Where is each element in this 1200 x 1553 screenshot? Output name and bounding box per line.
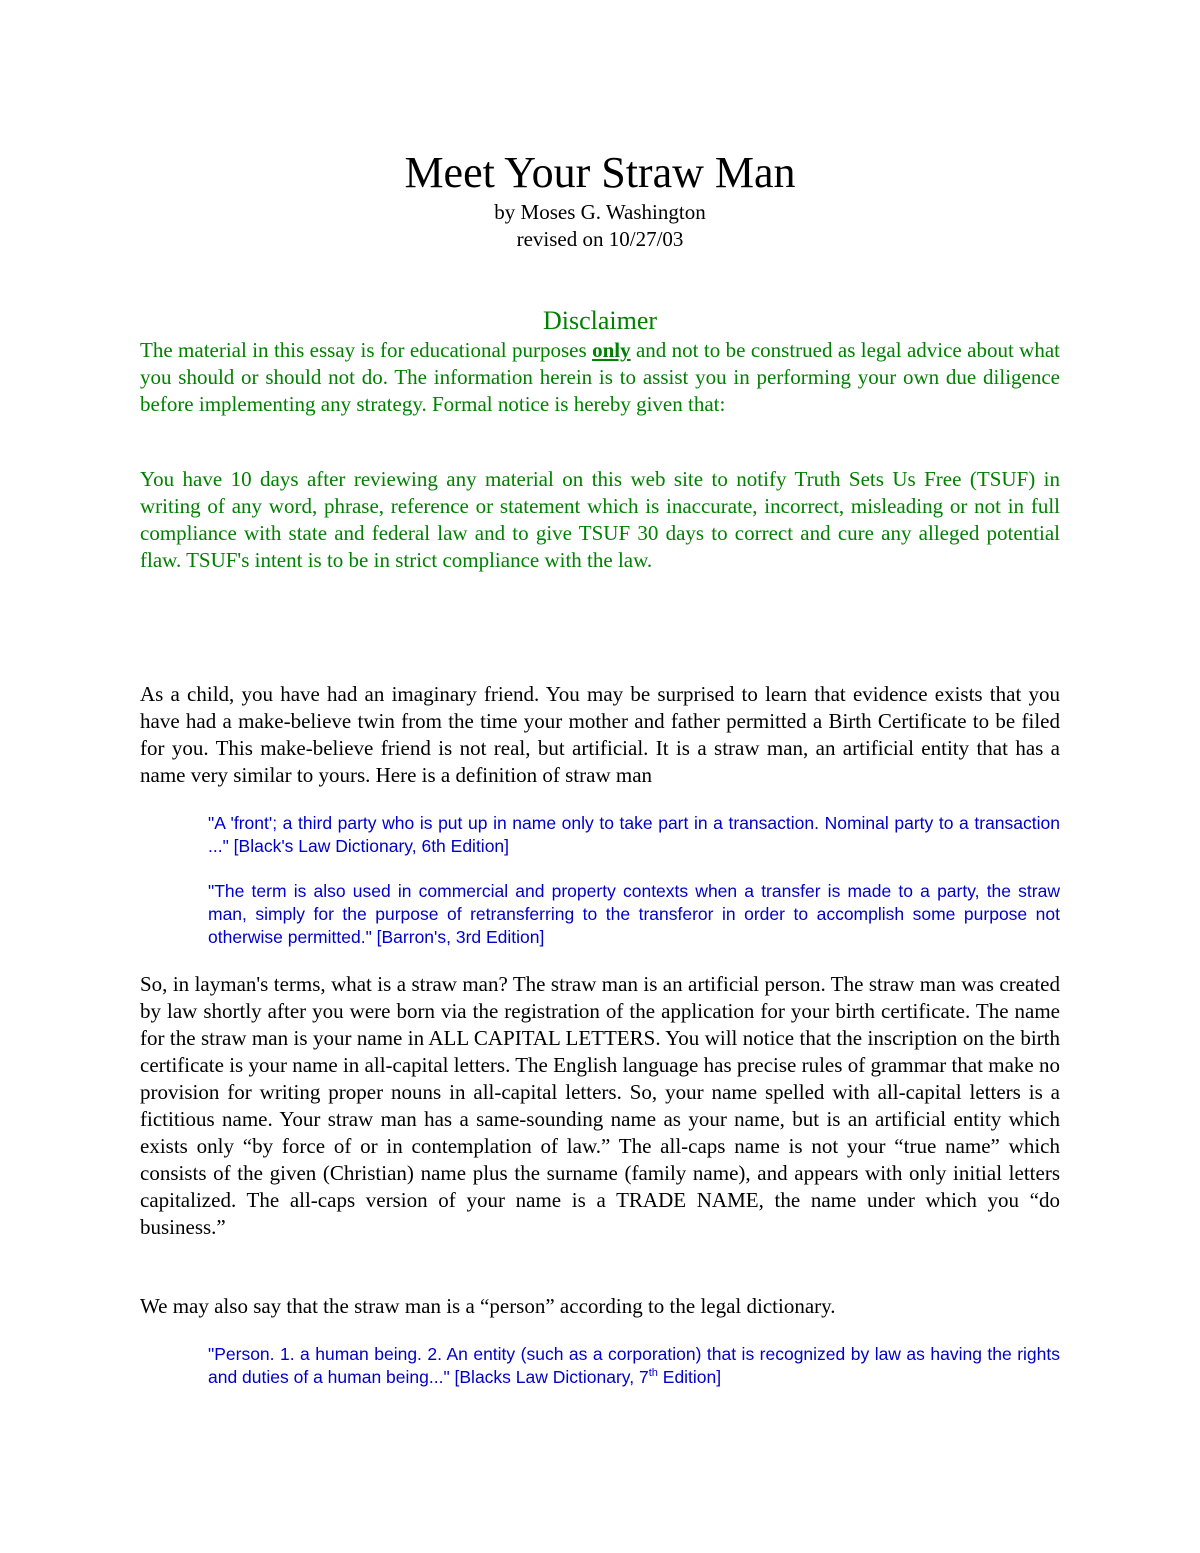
body-paragraph-3: We may also say that the straw man is a “person” according to the legal dictionary. [140, 1294, 836, 1318]
disclaimer-paragraph-1 [140, 337, 1060, 418]
body-paragraph-1: As a child, you have had an imaginary friend. You may be surprised to learn that evidence exists that you have had a make-believe twin from the time your mother and father permitted a Birth Certificate to be filed for you. This make-believe friend is not real, but artificial. It is a straw man, an artificial entity that has a name very similar to yours. Here is a definition of straw man [140, 682, 1060, 787]
document-title: Meet Your Straw Man [404, 148, 796, 197]
quote-blacks-7th-superscript: th [648, 1367, 658, 1380]
quote-blacks-6th: "A 'front'; a third party who is put up in name only to take part in a transaction. Nominal party to a transaction ..." [Black's Law Dictionary, 6th Edition] [208, 813, 1060, 856]
body-paragraph-2: So, in layman's terms, what is a straw man? The straw man is an artificial person. The straw man was created by law shortly after you were born via the registration of the application for your birth certificate. The name for the straw man is your name in ALL CAPITAL LETTERS. You will notice that the inscription on the birth certificate is your name in all-capital letters. The English language has precise rules of grammar that make no provision for writing proper nouns in all-capital letters. So, your name spelled with all-capital letters is a fictitious name. Your straw man has a same-sounding name as your name, but is an artificial entity which exists only “by force of or in contemplation of law.” The all-caps name is not your “true name” which consists of the given (Christian) name plus the surname (family name), and appears with only initial letters capitalized. The all-caps version of your name is a TRADE NAME, the name under which you “do business.” [140, 972, 1060, 1239]
quote-blacks-7th-text: "Person. 1. a human being. 2. An entity (such as a corporation) that is recognized by law as having the rights and duties of a human being..." [Blacks Law Dictionary, 7 [208, 1344, 1060, 1387]
byline: by Moses G. Washington [494, 200, 706, 224]
disclaimer-text-end: and not to be construed as legal advice about what you should or should not do. The information herein is to assist you in performing your own due diligence before implementing any strategy. Formal notice is hereby given that: [140, 338, 1061, 416]
quote-blacks-7th [208, 1343, 1060, 1389]
disclaimer-paragraph-2: You have 10 days after reviewing any material on this web site to notify Truth Sets Us Free (TSUF) in writing of any word, phrase, reference or statement which is inaccurate, incorrect, misleading or not in full compliance with state and federal law and to give TSUF 30 days to correct and cure any alleged potential flaw. TSUF's intent is to be in strict compliance with the law. [140, 467, 1060, 572]
revision-date: revised on 10/27/03 [516, 227, 684, 251]
disclaimer-heading: Disclaimer [542, 306, 658, 335]
disclaimer-emphasis-only: only [592, 338, 631, 362]
quote-blacks-7th-edition: Edition] [657, 1367, 722, 1387]
quote-barrons-3rd: "The term is also used in commercial and property contexts when a transfer is made to a party, the straw man, simply for the purpose of retransferring to the transferor in order to accomplish some purpose not otherwise permitted." [Barron's, 3rd Edition] [208, 881, 1060, 947]
disclaimer-text-start: The material in this essay is for educational purposes [140, 338, 593, 362]
